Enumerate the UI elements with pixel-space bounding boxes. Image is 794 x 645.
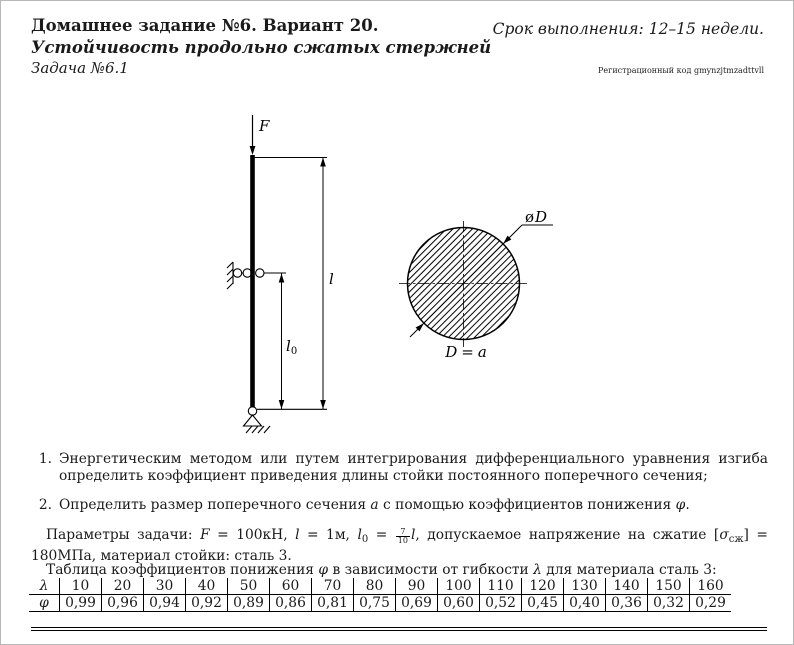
phi-row bbox=[29, 595, 731, 612]
table-cell: 0,69 bbox=[396, 595, 438, 612]
table-cell: 0,40 bbox=[564, 595, 606, 612]
table-cell: 100 bbox=[438, 578, 480, 595]
deadline-note: Срок выполнения: 12–15 недели. bbox=[492, 20, 764, 38]
table-cell: 0,29 bbox=[690, 595, 732, 612]
table-cell: 160 bbox=[690, 578, 732, 595]
table-cell: 0,94 bbox=[144, 595, 186, 612]
table-cell: 0,75 bbox=[354, 595, 396, 612]
pin-support bbox=[244, 407, 328, 433]
table-cell: 20 bbox=[102, 578, 144, 595]
registration-code: Регистрационный код gmynzjtmzadttvll bbox=[598, 66, 764, 75]
task-2-number: 2. bbox=[38, 497, 52, 513]
figure-diagram bbox=[181, 101, 601, 446]
task-1-text: Энергетическим методом или путем интегрирования дифференциального уравнения изгиба определить коэффициент приведения длины стойки постоянного поперечного сечения; bbox=[59, 451, 768, 484]
cross-section-circle bbox=[399, 221, 553, 347]
table-cell: 0,81 bbox=[312, 595, 354, 612]
roller-support bbox=[227, 262, 264, 289]
table-cell: 70 bbox=[312, 578, 354, 595]
task-number: Задача №6.1 bbox=[31, 59, 129, 77]
table-caption: Таблица коэффициентов понижения φ в зависимости от гибкости λ для материала сталь 3: bbox=[46, 562, 717, 578]
table-cell: 150 bbox=[648, 578, 690, 595]
table-cell: 60 bbox=[270, 578, 312, 595]
force-arrow bbox=[250, 115, 256, 155]
lambda-header-cell: λ bbox=[29, 578, 60, 595]
table-cell: 0,52 bbox=[480, 595, 522, 612]
table-cell: 90 bbox=[396, 578, 438, 595]
task-2-text: Определить размер поперечного сечения a с помощью коэффициентов понижения φ. bbox=[59, 497, 690, 513]
footer-double-rule bbox=[31, 627, 767, 631]
table-cell: 120 bbox=[522, 578, 564, 595]
task-list bbox=[31, 451, 768, 514]
reduced-length-label: $l_0$ bbox=[286, 337, 298, 357]
phi-lambda-table bbox=[29, 578, 731, 612]
task-item-2 bbox=[31, 497, 768, 514]
lambda-row bbox=[29, 578, 731, 595]
table-cell: 0,45 bbox=[522, 595, 564, 612]
table-cell: 40 bbox=[186, 578, 228, 595]
page-title: Домашнее задание №6. Вариант 20. bbox=[31, 16, 379, 35]
table-cell: 0,92 bbox=[186, 595, 228, 612]
phi-header-cell: φ bbox=[29, 595, 60, 612]
table-cell: 130 bbox=[564, 578, 606, 595]
dimension-l0 bbox=[264, 273, 286, 409]
fraction-7-10: $\frac{7}{10}$ bbox=[397, 527, 408, 545]
task-1-number: 1. bbox=[38, 451, 52, 467]
table-cell: 0,36 bbox=[606, 595, 648, 612]
dimension-l bbox=[254, 158, 327, 410]
table-cell: 0,86 bbox=[270, 595, 312, 612]
parameters-paragraph: Параметры задачи: F = 100кН, l = 1м, $l_0$ = $\frac{7}{10}$ l, допускаемое напряжение на сжатие $[\sigma_{сж}] = 180МПа$, материал стойки: сталь 3. bbox=[31, 527, 768, 564]
force-label: F bbox=[259, 117, 270, 135]
task-item-1 bbox=[31, 451, 768, 484]
table-cell: 0,96 bbox=[102, 595, 144, 612]
table-cell: 0,60 bbox=[438, 595, 480, 612]
table-cell: 0,99 bbox=[60, 595, 102, 612]
table-cell: 10 bbox=[60, 578, 102, 595]
table-cell: 140 bbox=[606, 578, 648, 595]
diameter-label: øD bbox=[525, 208, 548, 226]
table-cell: 30 bbox=[144, 578, 186, 595]
diameter-equation: D = a bbox=[445, 343, 487, 361]
table-cell: 0,32 bbox=[648, 595, 690, 612]
table-cell: 110 bbox=[480, 578, 522, 595]
length-label: l bbox=[329, 270, 334, 288]
table-cell: 50 bbox=[228, 578, 270, 595]
table-cell: 80 bbox=[354, 578, 396, 595]
table-cell: 0,89 bbox=[228, 595, 270, 612]
page-subtitle: Устойчивость продольно сжатых стержней bbox=[31, 38, 492, 57]
